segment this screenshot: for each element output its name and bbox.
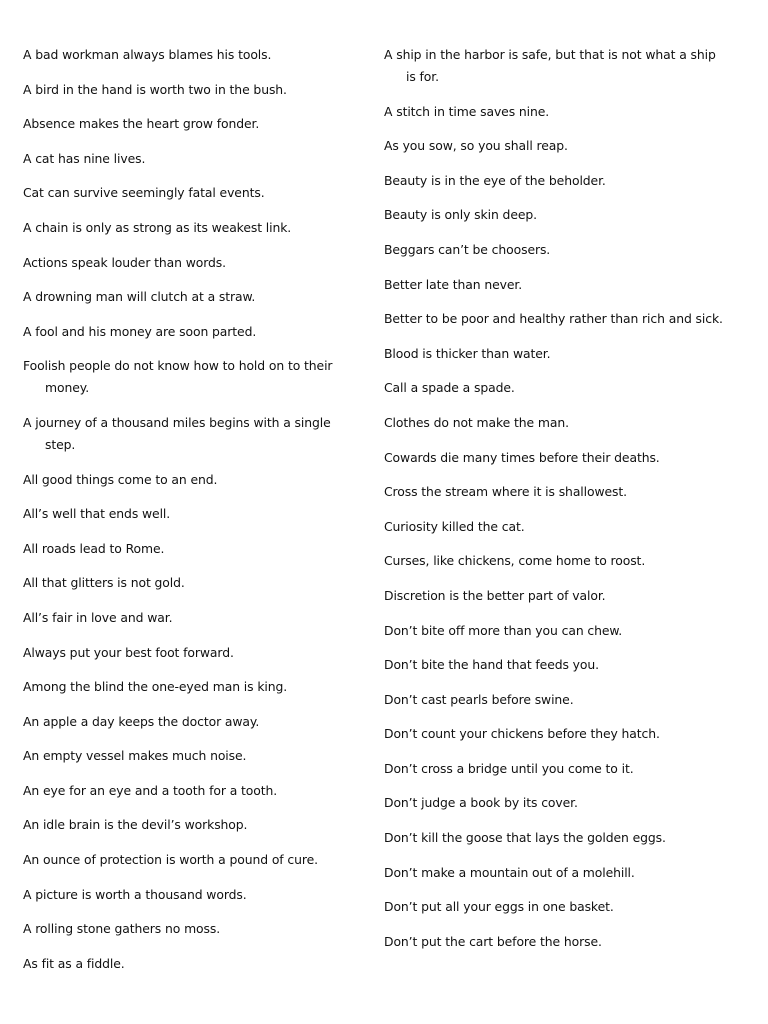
proverb-item: Don’t kill the goose that lays the golden eggs. xyxy=(384,830,666,846)
proverb-item: Curiosity killed the cat. xyxy=(384,518,525,534)
proverb-item: Better late than never. xyxy=(384,276,523,292)
proverb-item: Don’t make a mountain out of a molehill. xyxy=(384,864,635,880)
proverb-item: Don’t bite off more than you can chew. xyxy=(384,622,623,638)
proverb-item: Absence makes the heart grow fonder. xyxy=(23,116,260,132)
proverb-item: A journey of a thousand miles begins with a single step. xyxy=(23,414,331,452)
proverb-item: Clothes do not make the man. xyxy=(384,414,569,430)
proverb-item: Don’t bite the hand that feeds you. xyxy=(384,657,599,673)
proverb-item: A bad workman always blames his tools. xyxy=(23,47,272,62)
proverb-item: Don’t cast pearls before swine. xyxy=(384,691,574,707)
proverb-item: A bird in the hand is worth two in the bush. xyxy=(23,81,287,97)
proverb-item: All’s well that ends well. xyxy=(23,506,171,522)
proverb-item: Beauty is in the eye of the beholder. xyxy=(384,172,606,188)
proverb-list-left xyxy=(23,44,353,987)
proverb-item: An eye for an eye and a tooth for a tooth. xyxy=(23,782,278,798)
proverb-item: Don’t count your chickens before they hatch. xyxy=(384,726,660,742)
proverb-item: Don’t put the cart before the horse. xyxy=(384,933,602,949)
proverb-item: Better to be poor and healthy rather than rich and sick. xyxy=(384,311,723,327)
proverb-item: Don’t cross a bridge until you come to it. xyxy=(384,760,634,776)
proverb-item: Foolish people do not know how to hold on to their money. xyxy=(23,358,333,396)
proverb-item: A ship in the harbor is safe, but that is not what a ship is for. xyxy=(384,47,716,84)
proverb-item: Cowards die many times before their deaths. xyxy=(384,449,660,465)
proverb-item: Beggars can’t be choosers. xyxy=(384,241,551,257)
proverb-item: An idle brain is the devil’s workshop. xyxy=(23,817,248,833)
proverb-item: An empty vessel makes much noise. xyxy=(23,748,247,764)
proverb-item: Blood is thicker than water. xyxy=(384,345,551,361)
proverb-item: All’s fair in love and war. xyxy=(23,609,173,625)
proverb-item: A cat has nine lives. xyxy=(23,150,146,166)
proverb-item: A stitch in time saves nine. xyxy=(384,103,550,119)
proverb-item: All good things come to an end. xyxy=(23,471,218,487)
proverb-item: Discretion is the better part of valor. xyxy=(384,587,606,603)
proverb-item: Cat can survive seemingly fatal events. xyxy=(23,185,265,201)
proverb-item: Always put your best foot forward. xyxy=(23,644,234,660)
proverb-list-right xyxy=(384,44,729,965)
proverb-item: A drowning man will clutch at a straw. xyxy=(23,289,256,305)
proverb-item: All roads lead to Rome. xyxy=(23,540,165,556)
proverb-item: An apple a day keeps the doctor away. xyxy=(23,713,260,729)
proverb-item: An ounce of protection is worth a pound of cure. xyxy=(23,852,318,868)
proverb-item: As fit as a fiddle. xyxy=(23,955,125,971)
proverb-item: Call a spade a spade. xyxy=(384,380,515,396)
proverb-item: Don’t judge a book by its cover. xyxy=(384,795,578,811)
proverb-item: As you sow, so you shall reap. xyxy=(384,138,568,154)
proverb-item: All that glitters is not gold. xyxy=(23,575,185,591)
proverb-item: Among the blind the one-eyed man is king. xyxy=(23,679,288,695)
proverb-item: A fool and his money are soon parted. xyxy=(23,323,257,339)
proverb-item: Beauty is only skin deep. xyxy=(384,207,537,223)
proverb-item: Don’t put all your eggs in one basket. xyxy=(384,899,614,915)
proverb-item: A chain is only as strong as its weakest link. xyxy=(23,219,292,235)
proverb-item: Cross the stream where it is shallowest. xyxy=(384,484,627,500)
proverb-item: A rolling stone gathers no moss. xyxy=(23,921,221,937)
proverb-item: A picture is worth a thousand words. xyxy=(23,886,247,902)
proverb-item: Curses, like chickens, come home to roost. xyxy=(384,553,646,569)
proverb-item: Actions speak louder than words. xyxy=(23,254,226,270)
